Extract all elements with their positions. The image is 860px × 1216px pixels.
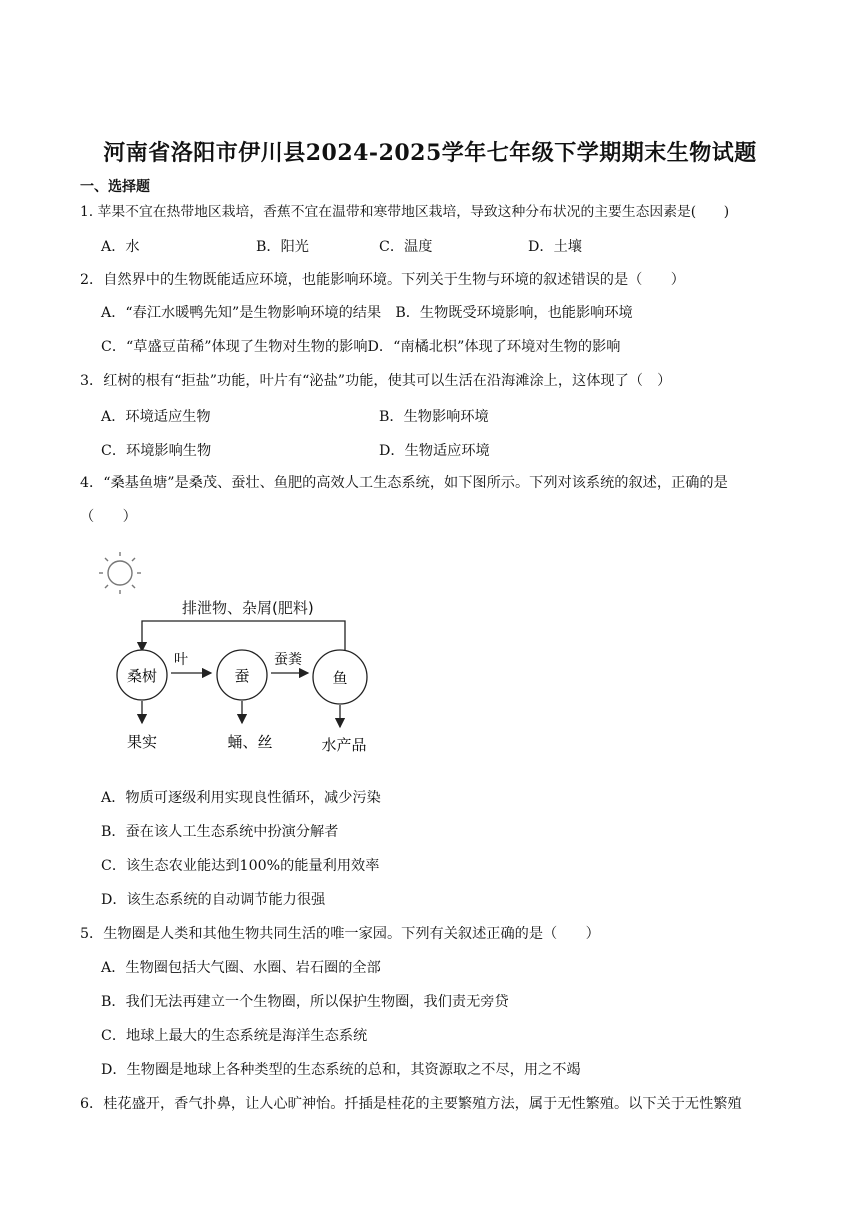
q5-option-c: C．地球上最大的生态系统是海洋生态系统 (101, 1028, 368, 1044)
feedback-label: 排泄物、杂屑(肥料) (182, 599, 314, 617)
mulberry-fish-pond-diagram (90, 545, 390, 760)
node-silkworm: 蚕 (234, 667, 250, 685)
q3-option-a: A．环境适应生物 (101, 409, 211, 425)
q2-options-cd: C．“草盛豆苗稀”体现了生物对生物的影响D．“南橘北枳”体现了环境对生物的影响 (101, 339, 621, 355)
q1-option-d: D．土壤 (528, 239, 582, 255)
q3-option-d: D．生物适应环境 (379, 443, 490, 459)
q2-options-ab: A．“春江水暖鸭先知”是生物影响环境的结果 B．生物既受环境影响，也能影响环境 (101, 305, 633, 321)
q1-option-b: B．阳光 (256, 239, 309, 255)
sun-icon (99, 552, 141, 594)
output-aquatic: 水产品 (321, 736, 367, 754)
q1-option-a: A．水 (101, 239, 140, 255)
page-title: 河南省洛阳市伊川县2024-2025学年七年级下学期期末生物试题 (103, 140, 757, 166)
q4-option-c: C．该生态农业能达到100%的能量利用效率 (101, 858, 380, 874)
node-fish: 鱼 (332, 669, 348, 687)
q3-option-b: B．生物影响环境 (379, 409, 489, 425)
output-pupa-silk: 蛹、丝 (227, 733, 273, 751)
q5-option-d: D．生物圈是地球上各种类型的生态系统的总和，其资源取之不尽，用之不竭 (101, 1062, 581, 1078)
question-5-stem: 5．生物圈是人类和其他生物共同生活的唯一家园。下列有关叙述正确的是（ ） (80, 926, 600, 942)
question-3-stem: 3．红树的根有“拒盐”功能，叶片有“泌盐”功能，使其可以生活在沿海滩涂上，这体现了（ ） (80, 373, 672, 389)
q4-option-b: B．蚕在该人工生态系统中扮演分解者 (101, 824, 339, 840)
q5-option-a: A．生物圈包括大气圈、水圈、岩石圈的全部 (101, 960, 381, 976)
question-2-stem: 2．自然界中的生物既能适应环境，也能影响环境。下列关于生物与环境的叙述错误的是（ ） (80, 272, 685, 288)
q4-option-d: D．该生态系统的自动调节能力很强 (101, 892, 326, 908)
node-mulberry: 桑树 (126, 667, 158, 685)
arrow-label-leaf: 叶 (174, 652, 188, 668)
q5-option-b: B．我们无法再建立一个生物圈，所以保护生物圈，我们责无旁贷 (101, 994, 509, 1010)
section-heading: 一、选择题 (80, 179, 150, 195)
output-fruit: 果实 (126, 733, 158, 751)
q1-option-c: C．温度 (379, 239, 433, 255)
question-4-stem: 4．“桑基鱼塘”是桑茂、蚕壮、鱼肥的高效人工生态系统，如下图所示。下列对该系统的叙述，正确的是 (80, 475, 728, 491)
q4-option-a: A．物质可逐级利用实现良性循环，减少污染 (101, 790, 381, 806)
question-4-paren: （ ） (80, 509, 137, 525)
q3-option-c: C．环境影响生物 (101, 443, 212, 459)
question-1-stem: 1. 苹果不宜在热带地区栽培，香蕉不宜在温带和寒带地区栽培，导致这种分布状况的主要生态因素是( ) (80, 204, 730, 220)
arrow-label-silkworm-dung: 蚕粪 (274, 652, 302, 668)
question-6-stem: 6．桂花盛开，香气扑鼻，让人心旷神怡。扦插是桂花的主要繁殖方法，属于无性繁殖。以下关于无性繁殖 (80, 1096, 742, 1112)
